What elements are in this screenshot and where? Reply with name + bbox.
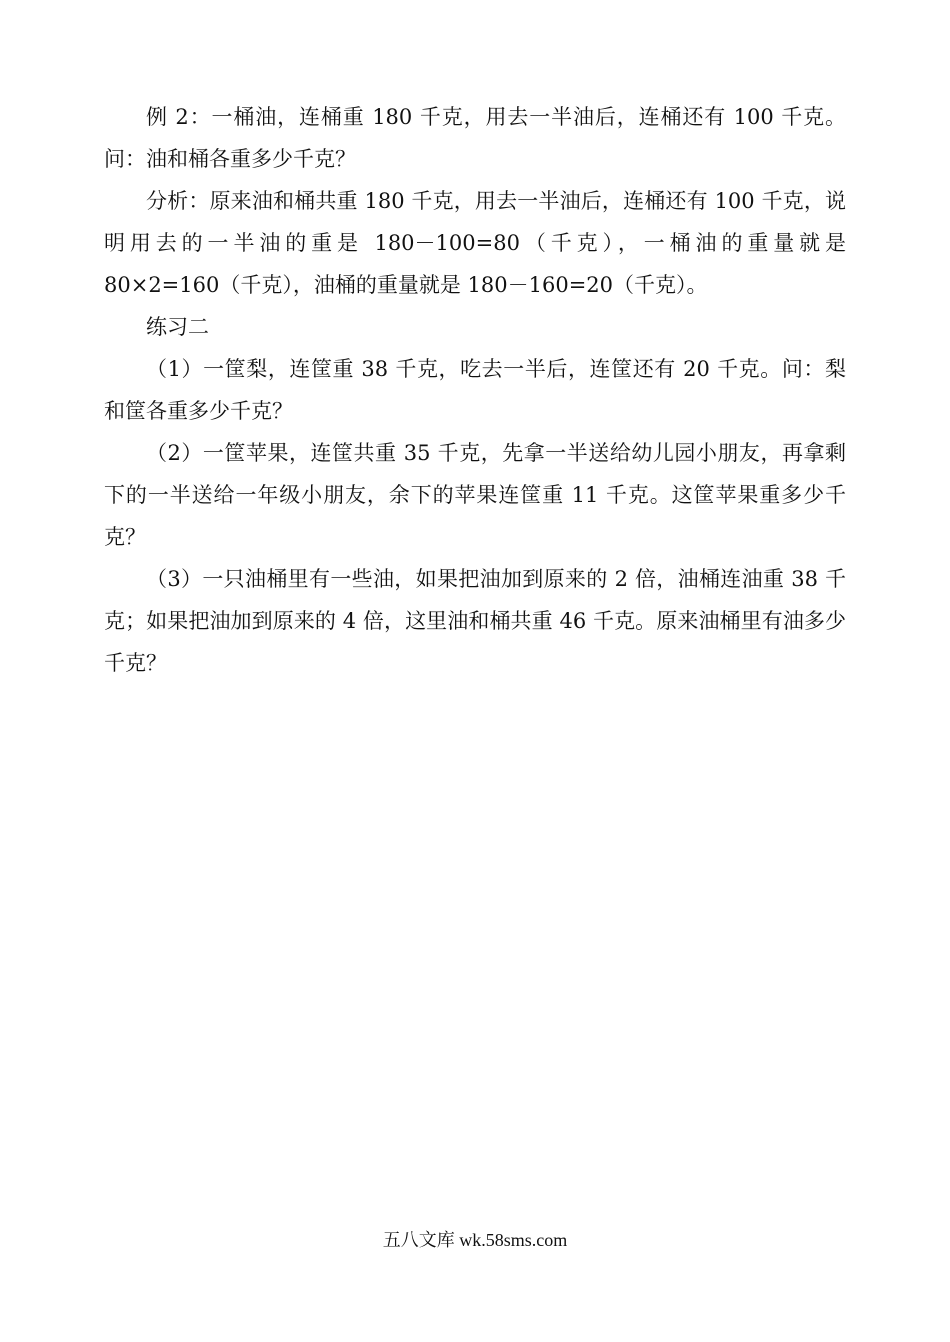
example-question: 例 2：一桶油，连桶重 180 千克，用去一半油后，连桶还有 100 千克。问：油和桶各重多少千克？ xyxy=(104,105,846,171)
practice-heading: 练习二 xyxy=(146,315,209,339)
example-analysis: 分析：原来油和桶共重 180 千克，用去一半油后，连桶还有 100 千克，说明用去的一半油的重是 180－100=80（千克），一桶油的重量就是 80×2=160（千克），油桶的重量就是 180－160=20（千克）。 xyxy=(104,189,846,297)
practice-item-2: （2）一筐苹果，连筐共重 35 千克，先拿一半送给幼儿园小朋友，再拿剩下的一半送给一年级小朋友，余下的苹果连筐重 11 千克。这筐苹果重多少千克？ xyxy=(104,441,846,549)
document-body xyxy=(104,96,846,684)
practice-item-1: （1）一筐梨，连筐重 38 千克，吃去一半后，连筐还有 20 千克。问：梨和筐各重多少千克？ xyxy=(104,357,846,423)
page-footer: 五八文库 wk.58sms.com xyxy=(382,1230,568,1250)
practice-item-3: （3）一只油桶里有一些油，如果把油加到原来的 2 倍，油桶连油重 38 千克；如果把油加到原来的 4 倍，这里油和桶共重 46 千克。原来油桶里有油多少千克？ xyxy=(104,567,846,675)
